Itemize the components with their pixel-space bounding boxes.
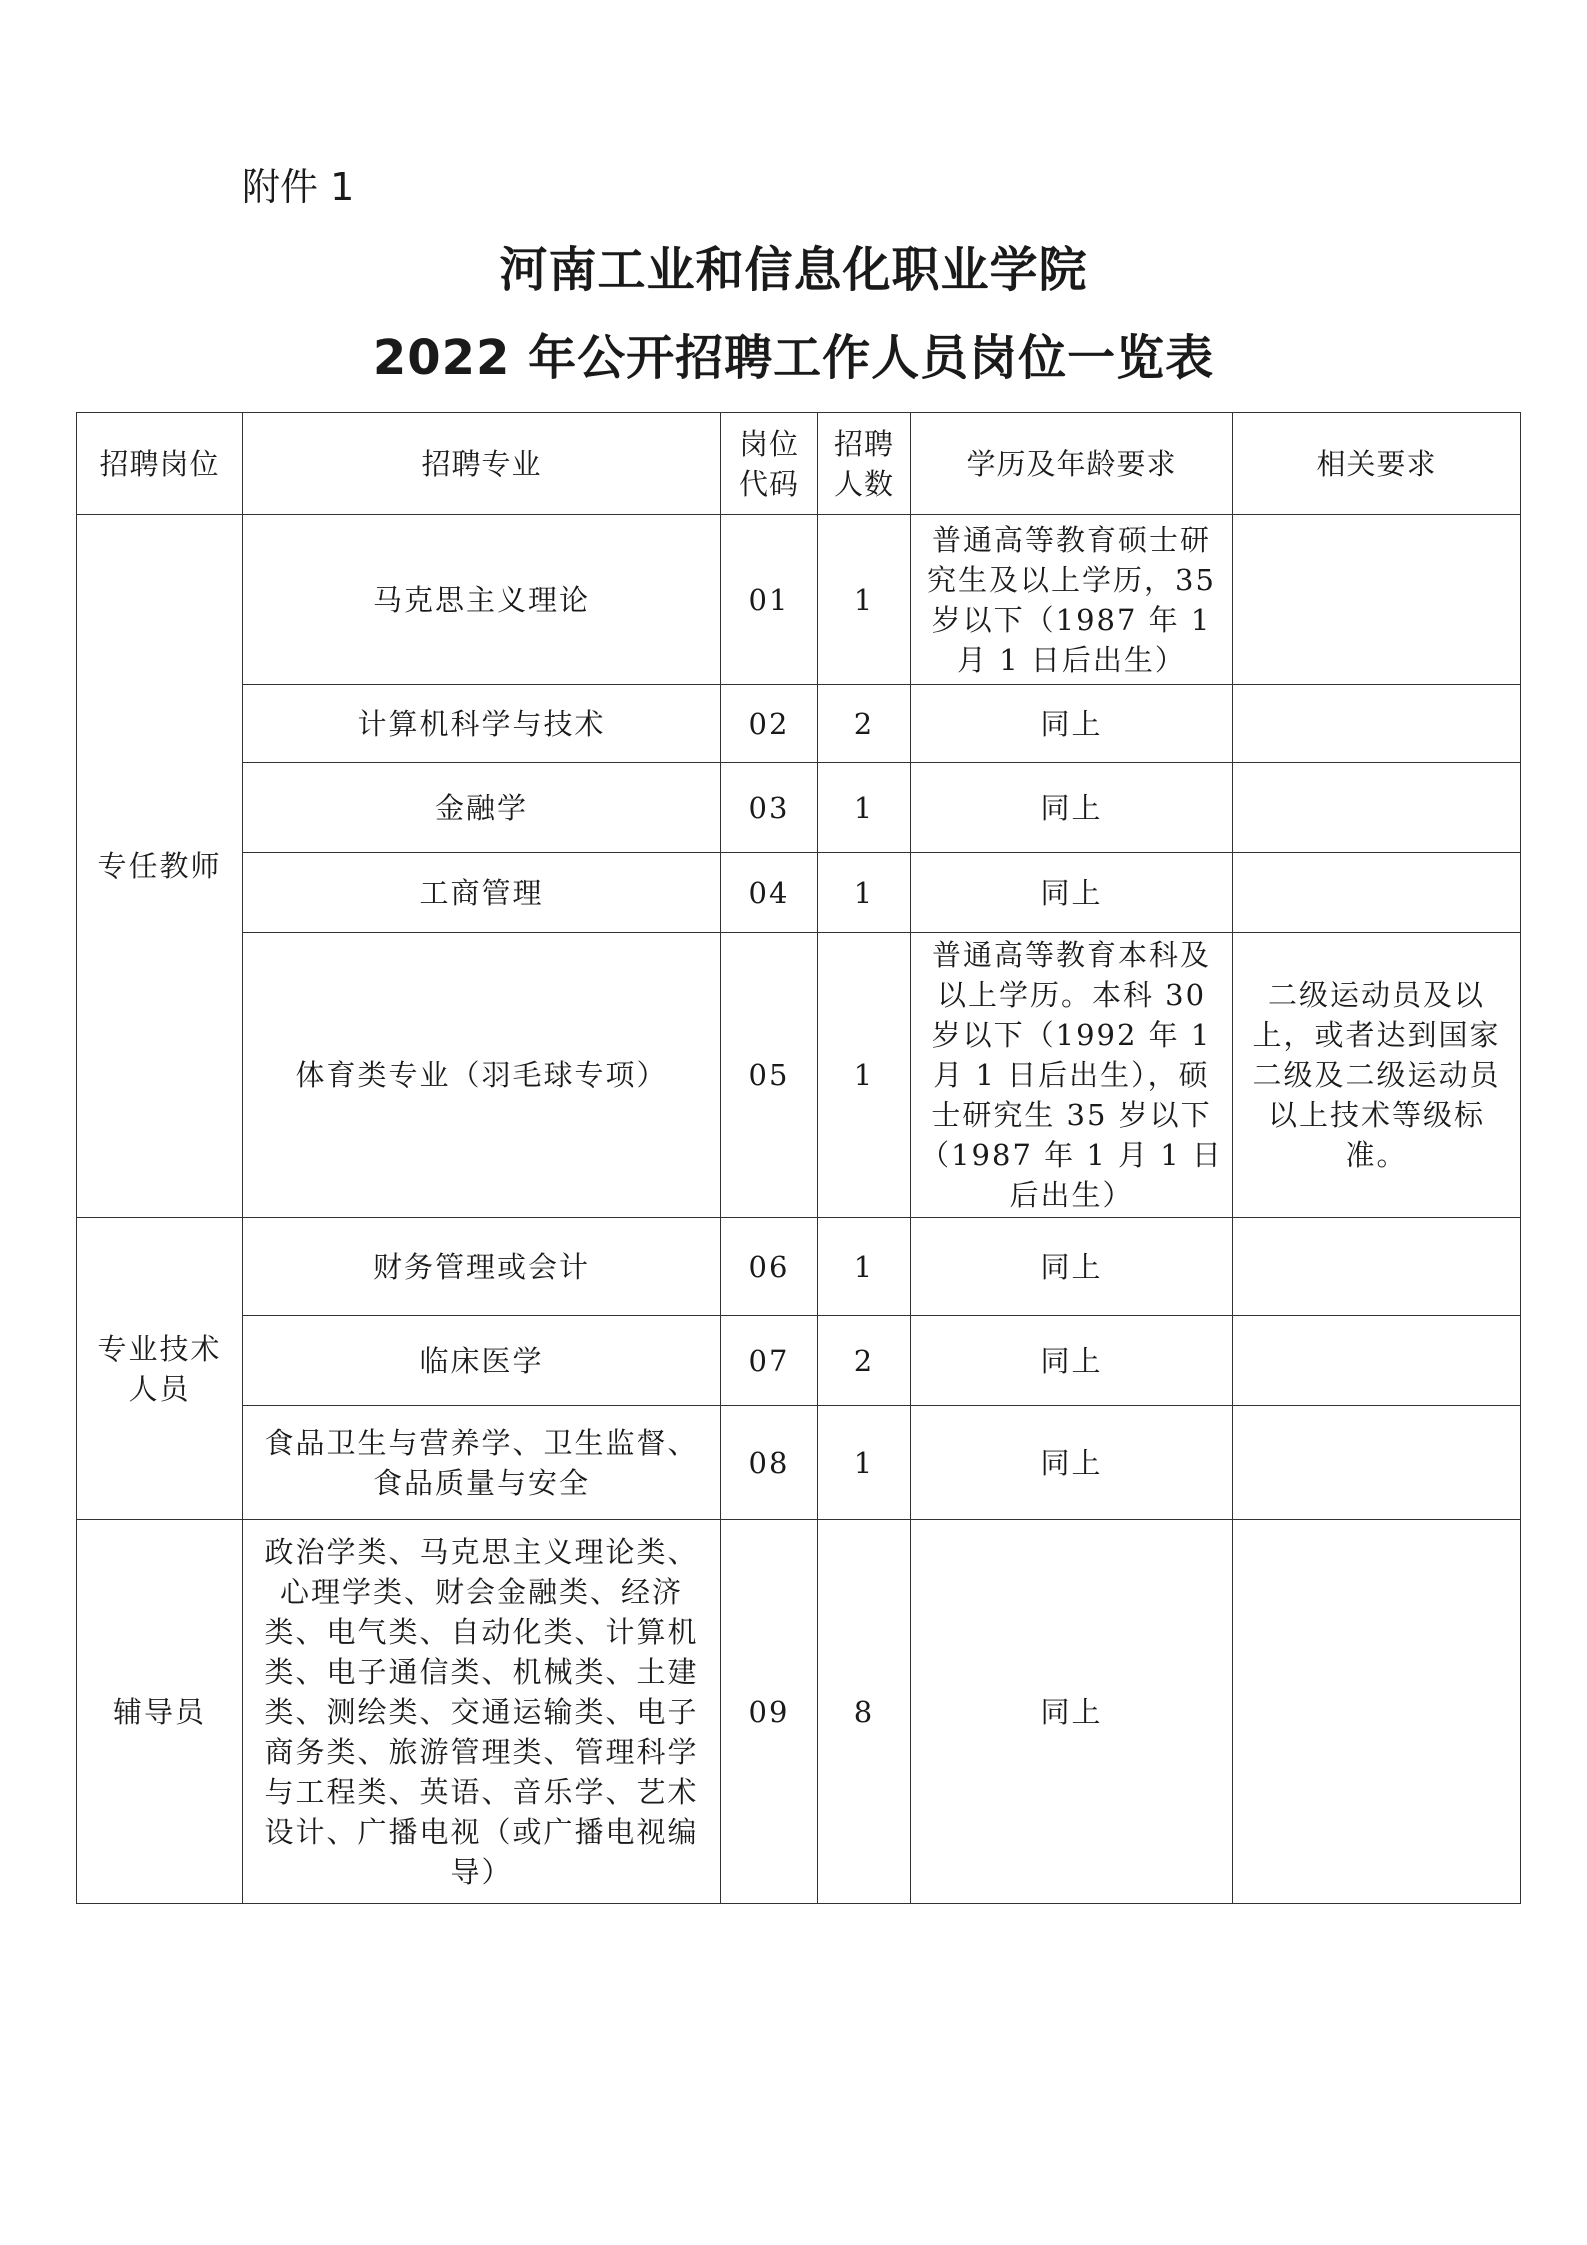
table-row: [77, 1218, 1521, 1316]
header-education: 学历及年龄要求: [911, 413, 1233, 515]
education-cell: 同上: [911, 1316, 1233, 1406]
education-cell: 同上: [911, 1218, 1233, 1316]
header-other: 相关要求: [1233, 413, 1521, 515]
code-cell: 04: [721, 853, 818, 933]
education-cell: 普通高等教育硕士研究生及以上学历，35 岁以下（1987 年 1 月 1 日后出生）: [911, 515, 1233, 685]
other-cell: [1233, 1218, 1521, 1316]
other-cell: [1233, 1406, 1521, 1520]
table-row: [77, 763, 1521, 853]
education-cell: 同上: [911, 763, 1233, 853]
header-count: 招聘人数: [818, 413, 911, 515]
table-row: [77, 1406, 1521, 1520]
table-row: [77, 933, 1521, 1218]
attachment-label: 附件 1: [242, 165, 355, 209]
document-title: 河南工业和信息化职业学院: [499, 242, 1088, 298]
major-cell: 体育类专业（羽毛球专项）: [243, 933, 721, 1218]
position-cell: 专任教师: [77, 515, 243, 1218]
major-cell: 临床医学: [243, 1316, 721, 1406]
table-row: [77, 853, 1521, 933]
header-major: 招聘专业: [243, 413, 721, 515]
other-cell: [1233, 685, 1521, 763]
count-cell: 1: [818, 763, 911, 853]
position-cell: 辅导员: [77, 1520, 243, 1904]
education-cell: 同上: [911, 1406, 1233, 1520]
other-cell: [1233, 1520, 1521, 1904]
header-position: 招聘岗位: [77, 413, 243, 515]
other-cell: [1233, 1316, 1521, 1406]
count-cell: 1: [818, 1406, 911, 1520]
table-header-row: [77, 413, 1521, 515]
education-cell: 同上: [911, 685, 1233, 763]
code-cell: 09: [721, 1520, 818, 1904]
count-cell: 1: [818, 515, 911, 685]
code-cell: 01: [721, 515, 818, 685]
major-cell: 马克思主义理论: [243, 515, 721, 685]
count-cell: 8: [818, 1520, 911, 1904]
major-cell: 食品卫生与营养学、卫生监督、食品质量与安全: [243, 1406, 721, 1520]
position-cell: 专业技术人员: [77, 1218, 243, 1520]
education-cell: 普通高等教育本科及以上学历。本科 30 岁以下（1992 年 1 月 1 日后出生），硕士研究生 35 岁以下（1987 年 1 月 1 日后出生）: [911, 933, 1233, 1218]
table-row: [77, 1520, 1521, 1904]
count-cell: 1: [818, 1218, 911, 1316]
major-cell: 工商管理: [243, 853, 721, 933]
major-cell: 财务管理或会计: [243, 1218, 721, 1316]
count-cell: 1: [818, 933, 911, 1218]
code-cell: 02: [721, 685, 818, 763]
other-cell: [1233, 763, 1521, 853]
recruitment-table: [76, 412, 1521, 1904]
code-cell: 06: [721, 1218, 818, 1316]
other-cell: [1233, 853, 1521, 933]
table-row: [77, 515, 1521, 685]
count-cell: 2: [818, 685, 911, 763]
code-cell: 08: [721, 1406, 818, 1520]
count-cell: 2: [818, 1316, 911, 1406]
header-code: 岗位代码: [721, 413, 818, 515]
major-cell: 计算机科学与技术: [243, 685, 721, 763]
document-subtitle: 2022 年公开招聘工作人员岗位一览表: [372, 330, 1215, 386]
code-cell: 05: [721, 933, 818, 1218]
education-cell: 同上: [911, 1520, 1233, 1904]
code-cell: 03: [721, 763, 818, 853]
major-cell: 政治学类、马克思主义理论类、心理学类、财会金融类、经济类、电气类、自动化类、计算机类、电子通信类、机械类、土建类、测绘类、交通运输类、电子商务类、旅游管理类、管理科学与工程类、英语、音乐学、艺术设计、广播电视（或广播电视编导）: [243, 1520, 721, 1904]
table-row: [77, 685, 1521, 763]
table-row: [77, 1316, 1521, 1406]
major-cell: 金融学: [243, 763, 721, 853]
education-cell: 同上: [911, 853, 1233, 933]
other-cell: [1233, 515, 1521, 685]
other-cell: 二级运动员及以上，或者达到国家二级及二级运动员以上技术等级标准。: [1233, 933, 1521, 1218]
count-cell: 1: [818, 853, 911, 933]
code-cell: 07: [721, 1316, 818, 1406]
